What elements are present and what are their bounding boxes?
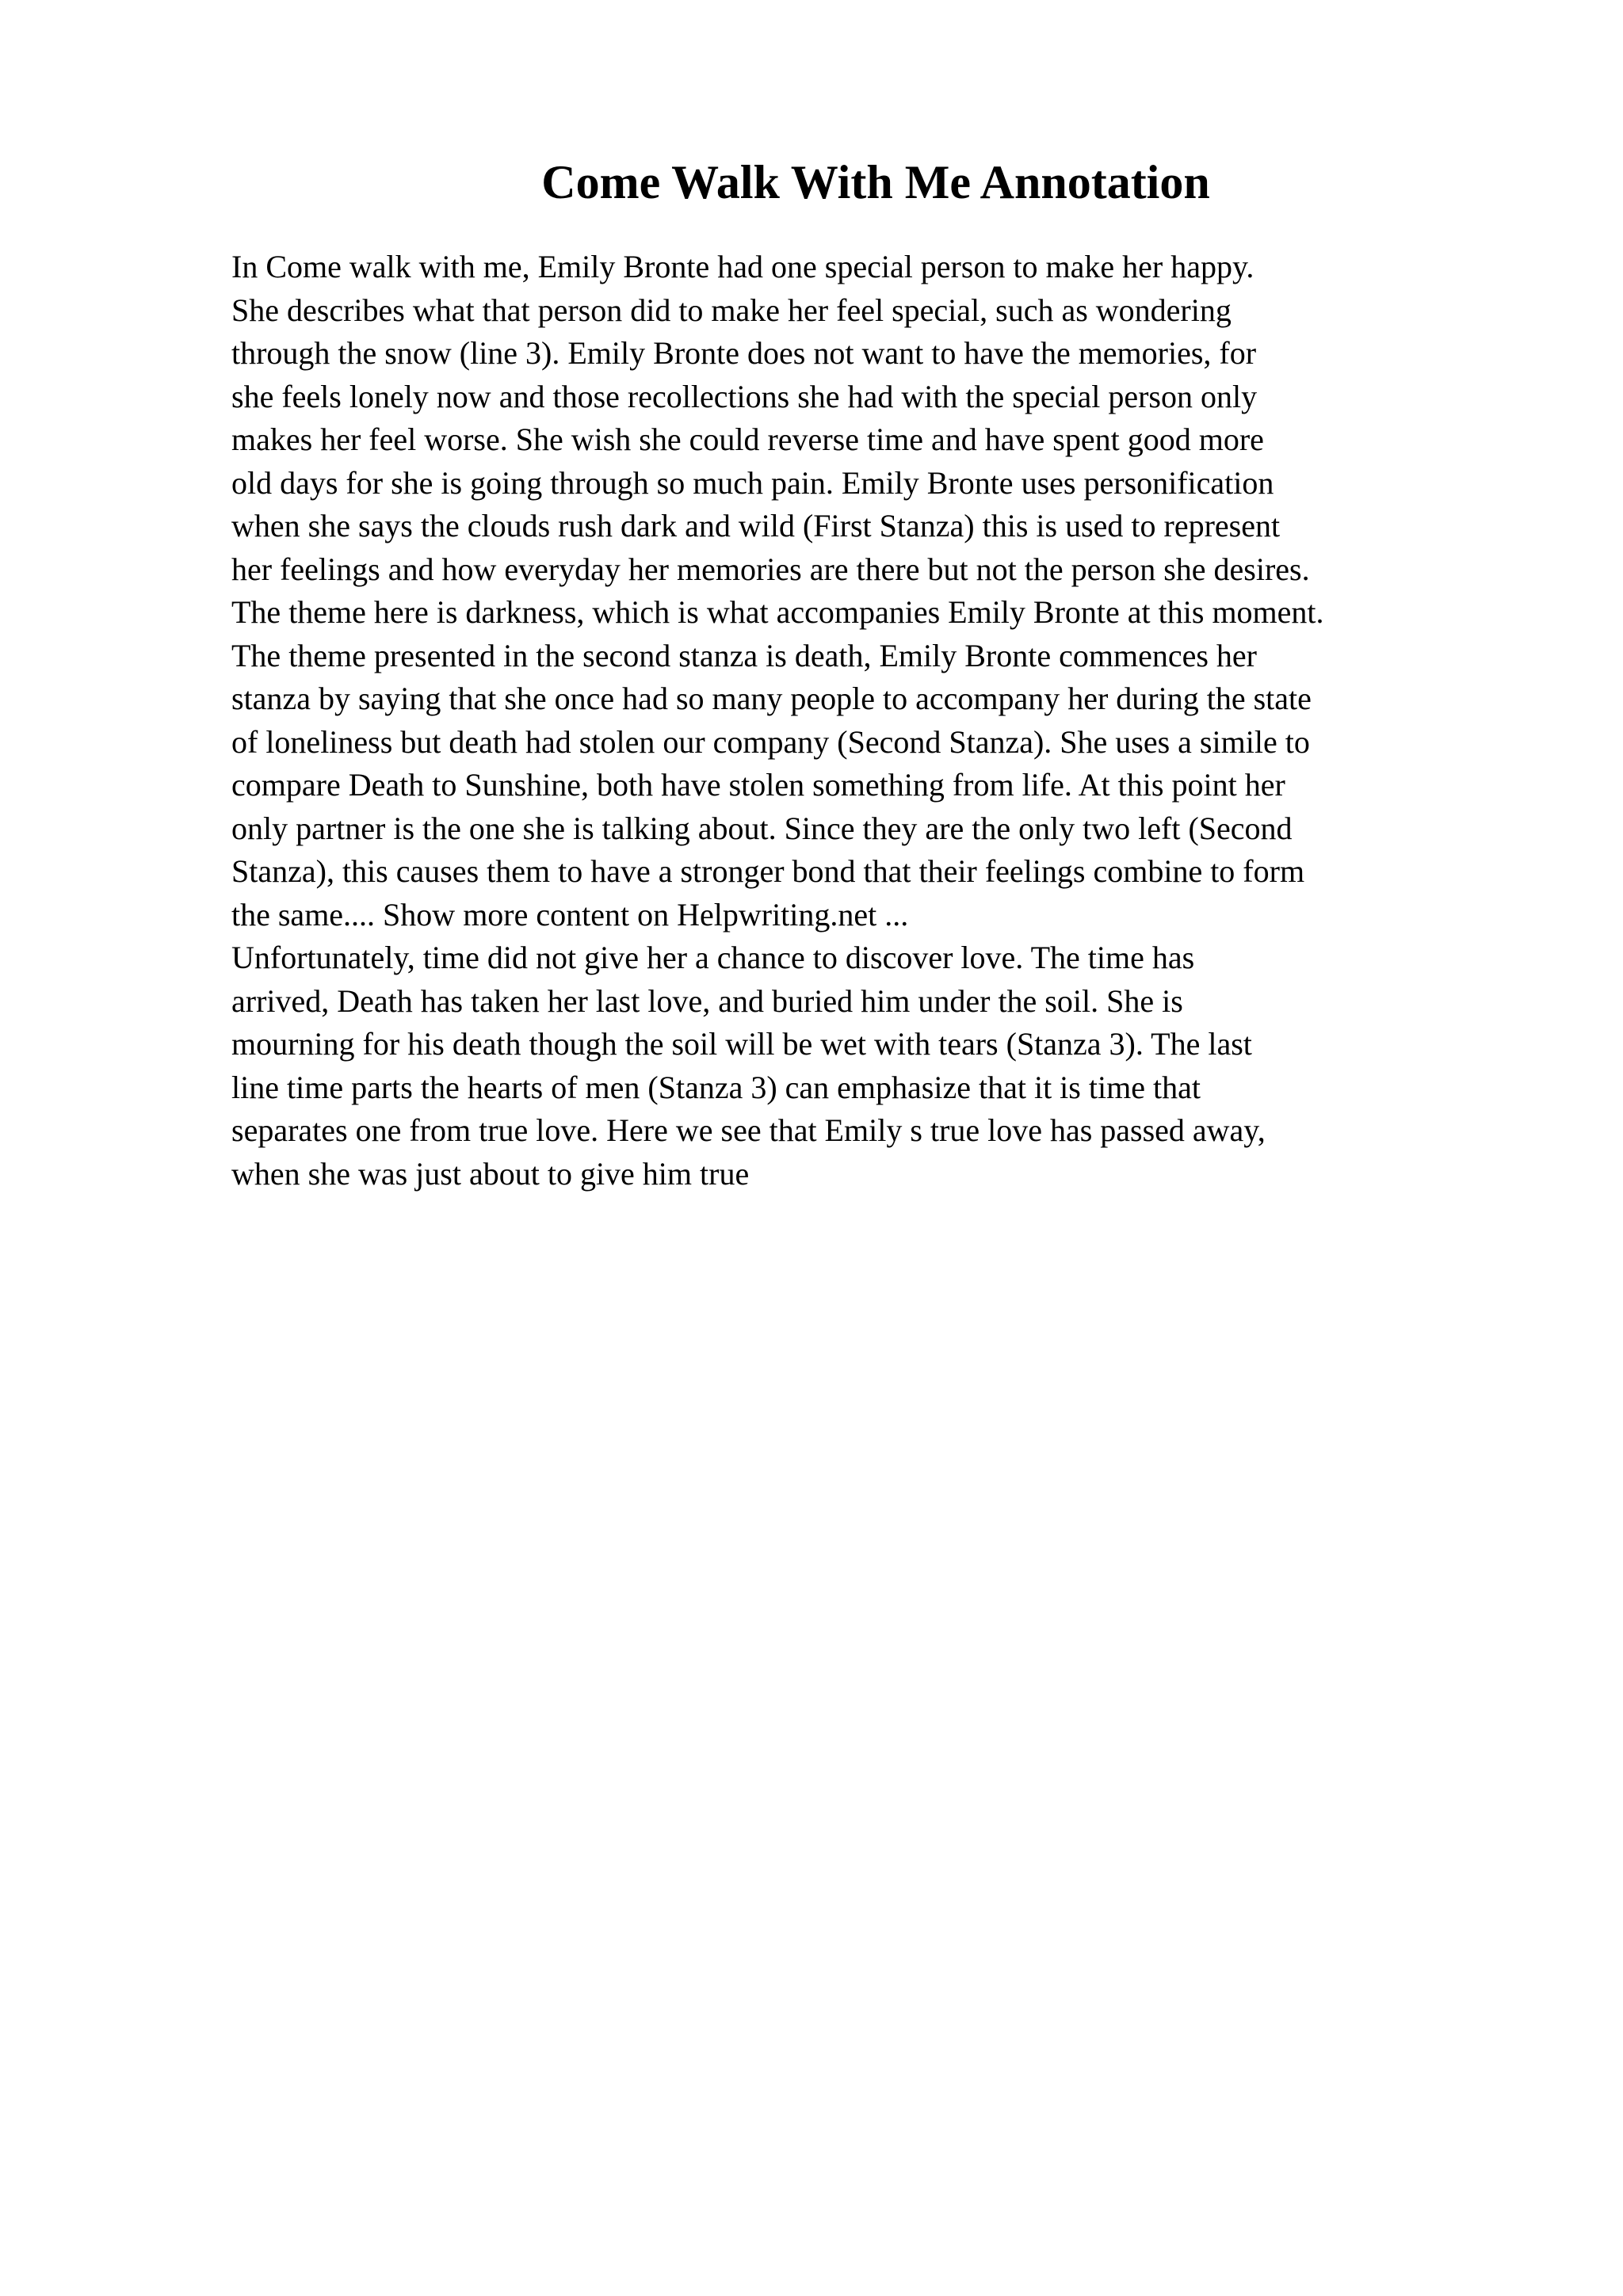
body-line: In Come walk with me, Emily Bronte had one special person to make her happy. (231, 249, 1254, 284)
body-line: mourning for his death though the soil will be wet with tears (Stanza 3). The last (231, 1026, 1252, 1062)
body-line: makes her feel worse. She wish she could reverse time and have spent good more (231, 421, 1264, 457)
body-line: Stanza), this causes them to have a stronger bond that their feelings combine to form (231, 853, 1305, 889)
body-line: her feelings and how everyday her memories are there but not the person she desires. (231, 551, 1310, 587)
document-body (231, 246, 1594, 1196)
body-line: through the snow (line 3). Emily Bronte does not want to have the memories, for (231, 335, 1257, 371)
body-line: arrived, Death has taken her last love, and buried him under the soil. She is (231, 982, 1183, 1019)
body-line: Unfortunately, time did not give her a chance to discover love. The time has (231, 940, 1195, 975)
body-line: only partner is the one she is talking about. Since they are the only two left (Second (231, 810, 1293, 846)
body-line: she feels lonely now and those recollections she had with the special person only (231, 378, 1258, 414)
body-line: The theme here is darkness, which is what accompanies Emily Bronte at this moment. (231, 594, 1324, 630)
body-line: She describes what that person did to make her feel special, such as wondering (231, 292, 1232, 328)
body-line: when she was just about to give him true (231, 1155, 750, 1192)
body-line: the same.... Show more content on Helpwriting.net ... (231, 896, 909, 933)
body-line: when she says the clouds rush dark and wild (First Stanza) this is used to represent (231, 508, 1281, 543)
page-title: Come Walk With Me Annotation (541, 156, 1210, 208)
body-line: separates one from true love. Here we see that Emily s true love has passed away, (231, 1112, 1266, 1148)
body-line: stanza by saying that she once had so many people to accompany her during the state (231, 681, 1312, 716)
body-line: of loneliness but death had stolen our company (Second Stanza). She uses a simile to (231, 723, 1310, 760)
body-line: old days for she is going through so much pain. Emily Bronte uses personification (231, 464, 1274, 501)
body-line: The theme presented in the second stanza is death, Emily Bronte commences her (231, 637, 1258, 673)
body-line: line time parts the hearts of men (Stanza 3) can emphasize that it is time that (231, 1069, 1201, 1105)
body-line: compare Death to Sunshine, both have stolen something from life. At this point her (231, 767, 1285, 803)
